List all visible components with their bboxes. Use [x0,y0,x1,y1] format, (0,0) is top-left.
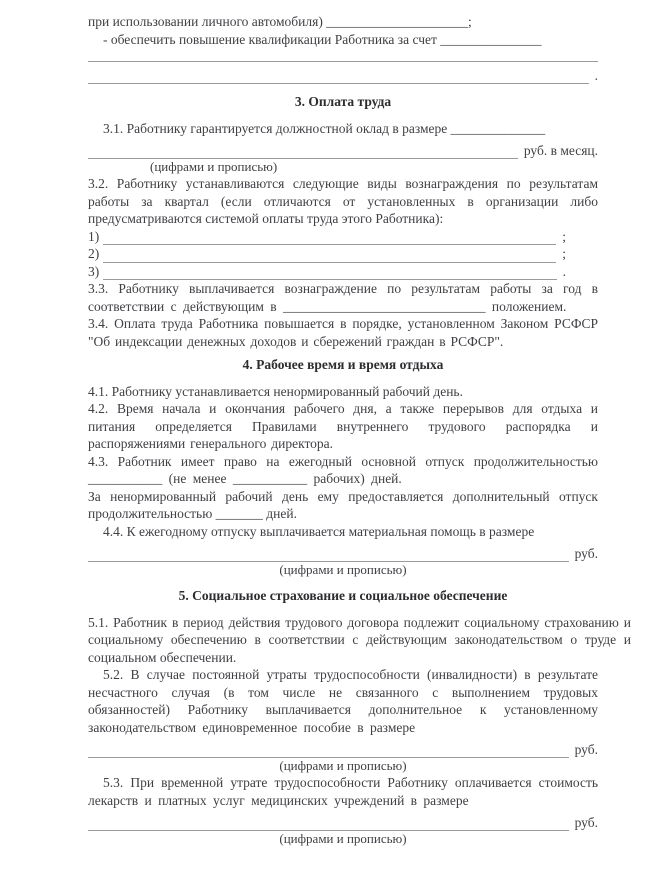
blank-line [88,48,598,62]
section-4-title: 4. Рабочее время и время отдыха [242,357,444,372]
blank-field: ______________ [450,120,546,136]
list-item [88,245,566,263]
clause-5-3: 5.3. При временной утрате трудоспособности Работнику оплачивается стоимость лекарств и платных услуг медицинских учреждений в размере [88,775,598,808]
clause-3-4: 3.4. Оплата труда Работника повышается в порядке, установленном Законом РСФСР "Об индексации денежных доходов и сбережений граждан в РСФСР". [88,316,598,349]
currency-label: руб. [574,814,598,830]
list-item [88,263,566,281]
salary-amount-row [88,137,598,159]
clause-3-1-note: (цифрами и прописью) [150,159,278,174]
clause-4-4: 4.4. К ежегодному отпуску выплачивается материальная помощь в размере [103,523,535,539]
clause-5-2-note: (цифрами и прописью) [279,758,407,773]
clause-3-1 [88,120,598,138]
list-item-end: ; [562,228,566,244]
clause-4-4-note: (цифрами и прописью) [279,562,407,577]
currency-label: руб. [574,741,598,757]
clause-5-3-note: (цифрами и прописью) [279,831,407,846]
continuation-line-1 [88,13,598,31]
clause-5-2: 5.2. В случае постоянной утраты трудоспособности (инвалидности) в результате несчастного случая (в том числе не связанного с выполнением трудовых обязанностей) Работнику выплачивается дополнительное к установленному законодательством единовременное пособие в размере [88,667,598,735]
continuation-line-2 [88,31,598,49]
list-item-number: 3) [88,263,100,279]
clause-5-1: 5.1. Работник в период действия трудового договора подлежит социальному страхованию и социальному обеспечению в соответствии с действующим законодательством о труде и социальном обеспечении. [88,614,631,665]
list-item-end: . [562,263,566,279]
continuation-line-1-text: при использовании личного автомобиля) [88,14,323,29]
blank-line-end: . [594,67,598,83]
salary-unit-label: руб. в месяц. [523,142,598,158]
continuation-line-1-end: ; [467,14,472,29]
section-3-title: 3. Оплата труда [294,94,392,109]
section-5-title: 5. Социальное страхование и социальное обеспечение [178,588,508,603]
list-item [88,228,566,246]
blank-line [103,262,556,263]
blank-field: _______________ [440,31,542,47]
clause-3-2: 3.2. Работнику устанавливаются следующие виды вознаграждения по результатам работы за квартал (если отличаются от установленных в организации либо предусматриваются системой оплаты труда этого Работника): [88,176,598,226]
currency-label: руб. [574,545,598,561]
clause-4-2: 4.2. Время начала и окончания рабочего дня, а также перерывов для отдыха и питания определяется Правилами внутреннего трудового распорядка и распоряжениями генерального директора. [88,401,598,451]
list-item-number: 1) [88,228,100,244]
disability-benefit-amount-row [88,736,598,758]
clause-3-3: 3.3. Работнику выплачивается вознаграждение по результатам работы за год в соответствии с действующим в ______________________________ положением. [88,281,598,314]
blank-line [103,244,556,245]
reward-list [88,228,598,281]
blank-field: _____________________ [326,14,468,29]
vacation-aid-amount-row [88,540,598,562]
clause-4-1: 4.1. Работнику устанавливается ненормированный рабочий день. [88,383,463,399]
list-item-end: ; [562,246,566,261]
medical-costs-amount-row [88,809,598,831]
list-item-number: 2) [88,246,100,261]
clause-4-3-extra: За ненормированный рабочий день ему предоставляется дополнительный отпуск продолжительностью _______ дней. [88,488,598,521]
blank-line-row [88,62,598,84]
clause-3-1-text: 3.1. Работнику гарантируется должностной оклад в размере [103,120,448,136]
continuation-line-2-text: - обеспечить повышение квалификации Работника за счет [103,31,437,47]
document-content [88,13,631,847]
clause-4-3: 4.3. Работник имеет право на ежегодный основной отпуск продолжительностью ___________ (не менее ___________ рабочих) дней. [88,453,598,486]
blank-line [88,83,589,84]
